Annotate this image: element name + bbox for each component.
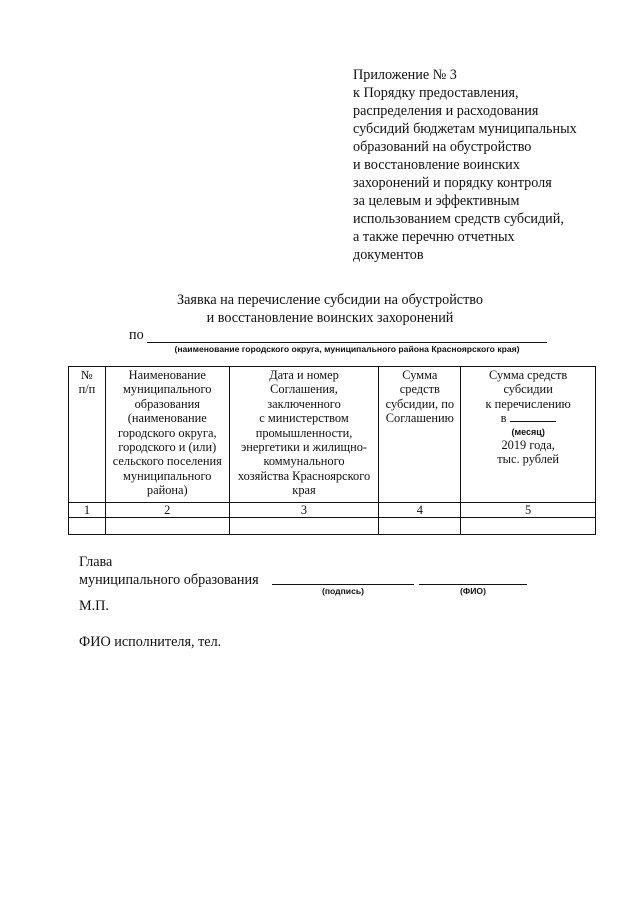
municipality-name-caption: (наименование городского округа, муниципального района Красноярского края): [174, 344, 520, 354]
appendix-line: документов: [353, 247, 424, 263]
table-cell[interactable]: [379, 518, 461, 535]
request-table: [68, 366, 596, 535]
column-number: 3: [229, 503, 379, 518]
appendix-line: распределения и расходования: [353, 103, 539, 119]
appendix-line: образований на обустройство: [353, 139, 532, 155]
executor-line: ФИО исполнителя, тел.: [79, 634, 222, 650]
header-agreement: Дата и номер Соглашения, заключенного с министерством промышленности, энергетики и жилищно- коммунального хозяйства Красноярского края: [229, 367, 379, 503]
table-row: [69, 518, 596, 535]
stamp-place: М.П.: [79, 598, 109, 614]
signature-title-line-1: Глава: [79, 554, 113, 570]
appendix-line: использованием средств субсидий,: [353, 211, 564, 227]
header-transfer-sum: Сумма средств субсидии к перечислению в (месяц) 2019 года, тыс. рублей: [461, 367, 596, 503]
fio-caption: (ФИО): [460, 586, 486, 596]
appendix-block: [353, 66, 623, 264]
signature-block: [79, 553, 259, 589]
table-cell[interactable]: [229, 518, 379, 535]
header-number: № п/п: [69, 367, 106, 503]
column-number: 1: [69, 503, 106, 518]
month-field[interactable]: [510, 411, 556, 422]
appendix-line: а также перечню отчетных: [353, 229, 515, 245]
table-cell[interactable]: [69, 518, 106, 535]
appendix-line: и восстановление воинских: [353, 157, 520, 173]
appendix-line: к Порядку предоставления,: [353, 85, 519, 101]
document-title: [120, 291, 540, 327]
table-cell[interactable]: [461, 518, 596, 535]
signature-title-line-2: муниципального образования: [79, 572, 259, 588]
appendix-line: Приложение № 3: [353, 67, 457, 83]
po-label: по: [129, 327, 144, 343]
signature-caption: (подпись): [321, 586, 365, 596]
signature-field[interactable]: [272, 584, 414, 585]
column-number: 2: [105, 503, 229, 518]
appendix-line: за целевым и эффективным: [353, 193, 520, 209]
title-line-1: Заявка на перечисление субсидии на обустройство: [177, 292, 483, 308]
column-number: 4: [379, 503, 461, 518]
header-municipality: Наименование муниципального образования (наименование городского округа, городского и (или) сельского поселения муниципального района): [105, 367, 229, 503]
table-number-row: [69, 503, 596, 518]
header-agreement-sum: Сумма средств субсидии, по Соглашению: [379, 367, 461, 503]
municipality-name-field[interactable]: [147, 342, 547, 343]
column-number: 5: [461, 503, 596, 518]
table-header-row: [69, 367, 596, 503]
appendix-line: захоронений и порядку контроля: [353, 175, 552, 191]
title-line-2: и восстановление воинских захоронений: [206, 310, 454, 326]
fio-field[interactable]: [419, 584, 527, 585]
table-cell[interactable]: [105, 518, 229, 535]
appendix-line: субсидий бюджетам муниципальных: [353, 121, 577, 137]
